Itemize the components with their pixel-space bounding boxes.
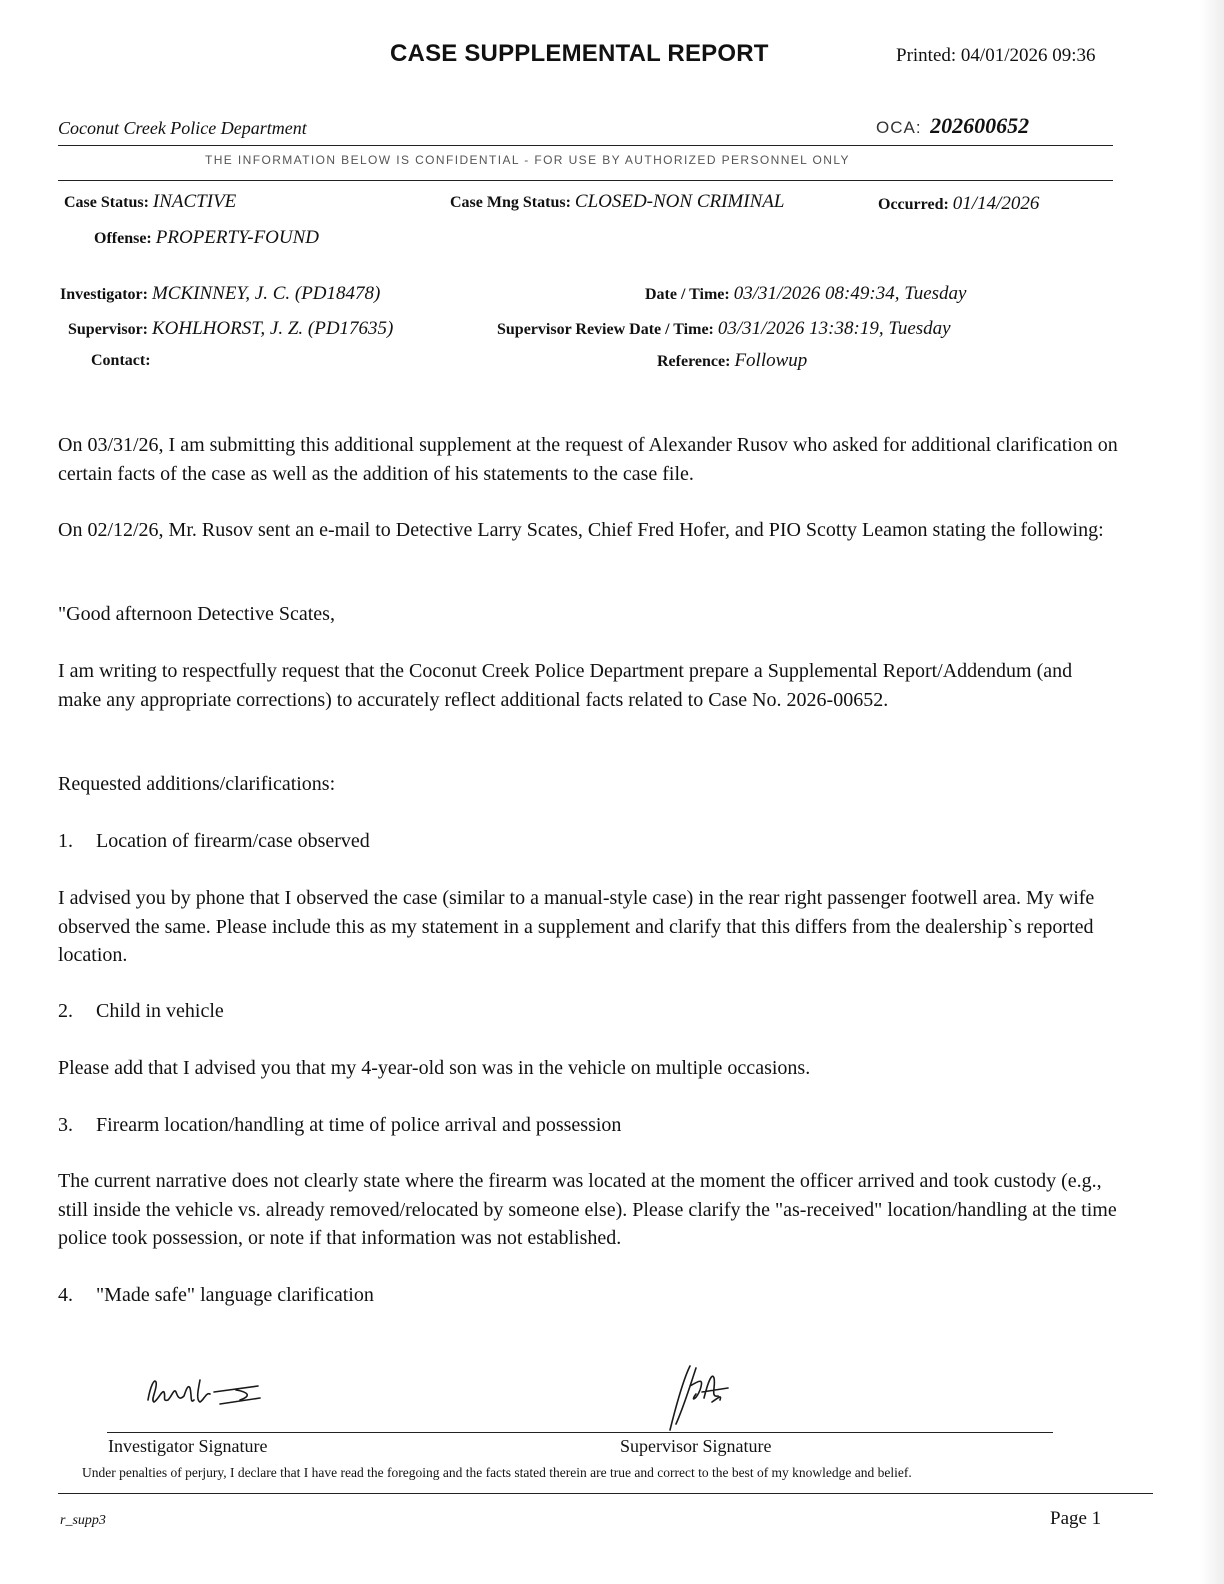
report-title: CASE SUPPLEMENTAL REPORT xyxy=(390,40,769,67)
list-item-3 xyxy=(58,1111,1118,1140)
supervisor-signature-label: Supervisor Signature xyxy=(620,1436,772,1456)
list-item-2 xyxy=(58,997,1118,1026)
supervisor-signature-image xyxy=(660,1358,740,1438)
narrative-paragraph-2: On 02/12/26, Mr. Rusov sent an e-mail to Detective Larry Scates, Chief Fred Hofer, and PIO Scotty Leamon stating the following: xyxy=(58,519,1104,541)
list-item-3-text: Firearm location/handling at time of police arrival and possession xyxy=(96,1114,622,1136)
printed-timestamp: Printed: 04/01/2026 09:36 xyxy=(896,45,1096,66)
occurred-row xyxy=(878,193,1039,215)
review-label: Supervisor Review Date / Time: xyxy=(497,321,714,338)
list-item-2-number: 2. xyxy=(58,1000,73,1022)
oca-number xyxy=(876,113,1029,139)
offense-row xyxy=(94,227,319,249)
investigator-signature-image xyxy=(140,1370,270,1410)
case-mng-status-value: CLOSED-NON CRIMINAL xyxy=(574,191,785,212)
offense-label: Offense: xyxy=(94,230,152,247)
contact-label: Contact: xyxy=(91,352,151,369)
datetime-label: Date / Time: xyxy=(645,286,730,303)
list-item-2-text: Child in vehicle xyxy=(96,1000,224,1022)
investigator-label: Investigator: xyxy=(60,286,148,303)
form-id: r_supp3 xyxy=(60,1513,106,1528)
list-item-4-text: "Made safe" language clarification xyxy=(96,1284,374,1306)
list-item-1-number: 1. xyxy=(58,830,73,852)
contact-row xyxy=(91,352,151,370)
scan-edge-shadow xyxy=(1200,0,1224,1584)
email-greeting: "Good afternoon Detective Scates, xyxy=(58,603,335,625)
narrative-paragraph-1: On 03/31/26, I am submitting this additional supplement at the request of Alexander Rusov who asked for additional clarification on certain facts of the case as well as the addition of his statements to the case file. xyxy=(58,434,1118,485)
supervisor-value: KOHLHORST, J. Z. (PD17635) xyxy=(152,318,394,339)
investigator-signature-label: Investigator Signature xyxy=(108,1436,268,1456)
occurred-label: Occurred: xyxy=(878,196,949,213)
occurred-value: 01/14/2026 xyxy=(952,193,1040,214)
investigator-row xyxy=(60,283,380,305)
list-item-1-text: Location of firearm/case observed xyxy=(96,830,370,852)
case-mng-status-row xyxy=(450,191,784,213)
case-status-label: Case Status: xyxy=(64,194,149,211)
department-name: Coconut Creek Police Department xyxy=(58,118,307,138)
supervisor-label: Supervisor: xyxy=(68,321,148,338)
reference-value: Followup xyxy=(734,350,808,371)
signature-line xyxy=(107,1432,1053,1433)
reference-row xyxy=(657,350,807,372)
datetime-row xyxy=(645,283,966,305)
case-status-value: INACTIVE xyxy=(152,191,237,212)
item-3-detail-paragraph: The current narrative does not clearly state where the firearm was located at the moment the officer arrived and took custody (e.g., still inside the vehicle vs. already removed/relocated by someone else). Please clarify the "as-received" location/handling at the time police took possession, or note if that information was not established. xyxy=(58,1170,1117,1249)
oca-label: OCA: xyxy=(876,118,922,137)
requested-additions-heading: Requested additions/clarifications: xyxy=(58,773,336,795)
item-2-detail-paragraph: Please add that I advised you that my 4-year-old son was in the vehicle on multiple occasions. xyxy=(58,1057,811,1079)
reference-label: Reference: xyxy=(657,353,731,370)
case-mng-status-label: Case Mng Status: xyxy=(450,194,571,211)
offense-value: PROPERTY-FOUND xyxy=(155,227,320,248)
footer-rule xyxy=(58,1493,1153,1494)
header-rule-bottom xyxy=(58,180,1113,181)
confidential-notice: THE INFORMATION BELOW IS CONFIDENTIAL - FOR USE BY AUTHORIZED PERSONNEL ONLY xyxy=(205,153,850,167)
email-request-paragraph: I am writing to respectfully request that the Coconut Creek Police Department prepare a Supplemental Report/Addendum (and make any appropriate corrections) to accurately reflect additional facts related to Case No. 2026-00652. xyxy=(58,660,1073,711)
list-item-4 xyxy=(58,1281,1118,1310)
investigator-value: MCKINNEY, J. C. (PD18478) xyxy=(151,283,381,304)
item-1-detail-paragraph: I advised you by phone that I observed the case (similar to a manual-style case) in the rear right passenger footwell area. My wife observed the same. Please include this as my statement in a supplement and clarify that this differs from the dealership`s reported location. xyxy=(58,887,1095,966)
header-rule-top xyxy=(58,145,1113,146)
case-status-row xyxy=(64,191,236,213)
list-item-3-number: 3. xyxy=(58,1114,73,1136)
list-item-1 xyxy=(58,827,1118,856)
oca-value: 202600652 xyxy=(930,113,1030,138)
list-item-4-number: 4. xyxy=(58,1284,73,1306)
review-value: 03/31/2026 13:38:19, Tuesday xyxy=(717,318,951,339)
review-row xyxy=(497,318,951,340)
perjury-declaration: Under penalties of perjury, I declare that I have read the foregoing and the facts stated therein are true and correct to the best of my knowledge and belief. xyxy=(82,1465,912,1480)
datetime-value: 03/31/2026 08:49:34, Tuesday xyxy=(733,283,967,304)
page-number: Page 1 xyxy=(1050,1508,1102,1529)
supervisor-row xyxy=(68,318,393,340)
